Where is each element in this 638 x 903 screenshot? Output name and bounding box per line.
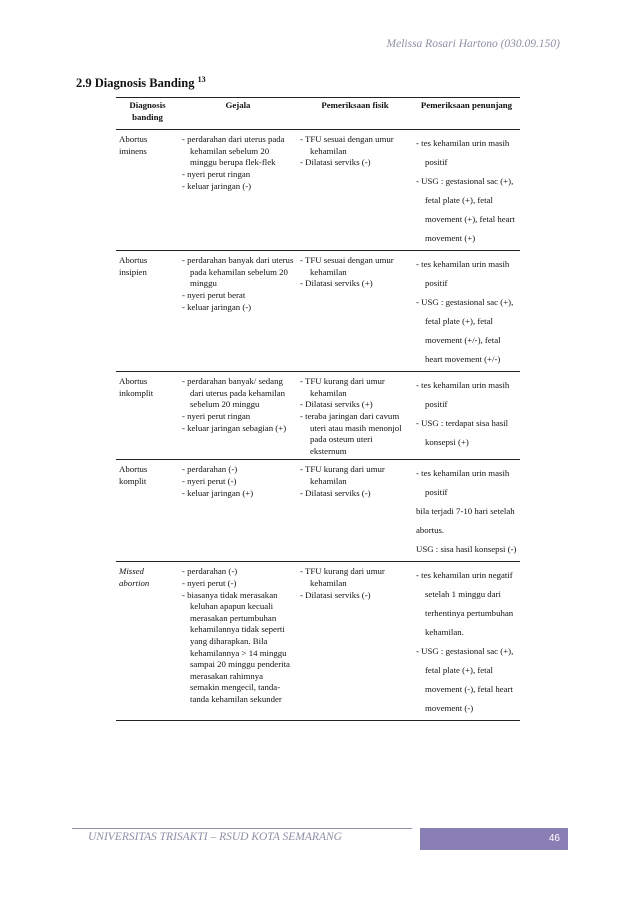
cell-diagnosis: Abortus insipien (116, 251, 179, 372)
cell-penunjang (413, 251, 520, 372)
list-item: - Dilatasi serviks (+) (300, 399, 373, 410)
cell-fisik (297, 372, 413, 460)
list-item: - TFU sesuai dengan umur kehamilan (300, 255, 394, 277)
header-pemeriksaan-penunjang: Pemeriksaan penunjang (413, 98, 520, 130)
list-item: - TFU kurang dari umur kehamilan (300, 464, 385, 486)
list-item: - USG : gestasional sac (+), fetal plate (+), fetal movement (-), fetal heart movement (-) (416, 646, 514, 714)
footer-divider (72, 828, 412, 829)
list-item: - nyeri perut (-) (182, 577, 237, 588)
header-pemeriksaan-fisik: Pemeriksaan fisik (297, 98, 413, 130)
list-item: - perdarahan (-) (182, 464, 238, 475)
table-row (116, 460, 520, 562)
list-item: - TFU sesuai dengan umur kehamilan (300, 134, 394, 156)
list-item: - nyeri perut ringan (182, 168, 251, 179)
cell-gejala (179, 460, 297, 562)
list-item: - TFU kurang dari umur kehamilan (300, 566, 385, 588)
list-item: - keluar jaringan (+) (182, 487, 254, 498)
list-item: - nyeri perut (-) (182, 475, 237, 486)
cell-fisik (297, 562, 413, 721)
cell-diagnosis: Abortus iminens (116, 130, 179, 251)
table-row (116, 562, 520, 721)
cell-penunjang (413, 562, 520, 721)
list-item: - perdarahan banyak dari uterus pada kehamilan sebelum 20 minggu (182, 255, 294, 289)
list-item: - perdarahan banyak/ sedang dari uterus pada kehamilan sebelum 20 minggu (182, 376, 286, 410)
differential-diagnosis-table (116, 97, 520, 721)
list-item: - tes kehamilan urin masih positif (416, 380, 510, 410)
cell-fisik (297, 251, 413, 372)
list-item: - nyeri perut berat (182, 289, 246, 300)
section-title (76, 75, 206, 91)
page-footer (72, 828, 568, 850)
list-item: - TFU kurang dari umur kehamilan (300, 376, 385, 398)
table-header-row (116, 98, 520, 130)
list-item: - Dilatasi serviks (-) (300, 487, 371, 498)
list-item: USG : sisa hasil konsepsi (-) (416, 544, 517, 555)
footer-institution: UNIVERSITAS TRISAKTI – RSUD KOTA SEMARANG (88, 831, 342, 843)
list-item: - tes kehamilan urin masih positif (416, 259, 510, 289)
cell-diagnosis: Abortus inkomplit (116, 372, 179, 460)
list-item: - Dilatasi serviks (+) (300, 278, 373, 289)
cell-gejala (179, 562, 297, 721)
list-item: - perdarahan (-) (182, 566, 238, 577)
header-gejala: Gejala (179, 98, 297, 130)
list-item: - teraba jaringan dari cavum uteri atau masih menonjol pada osteum uteri eksternum (300, 410, 402, 456)
list-item: - keluar jaringan sebagian (+) (182, 422, 287, 433)
cell-diagnosis: Abortus komplit (116, 460, 179, 562)
list-item: - tes kehamilan urin masih positif (416, 138, 510, 168)
list-item: bila terjadi 7-10 hari setelah abortus. (416, 506, 515, 536)
list-item: - USG : terdapat sisa hasil konsepsi (+) (416, 418, 509, 448)
list-item: - perdarahan dari uterus pada kehamilan sebelum 20 minggu berupa flek-flek (182, 134, 285, 168)
list-item: - nyeri perut ringan (182, 410, 251, 421)
cell-penunjang (413, 130, 520, 251)
list-item: - biasanya tidak merasakan keluhan apapun kecuali merasakan pertumbuhan kehamilannya tidak seperti yang diharapkan. Bila kehamilannya > 14 minggu sampai 20 minggu penderita merasakan rahimnya semakin mengecil, tanda-tanda kehamilan sekunder (182, 589, 290, 704)
cell-gejala (179, 372, 297, 460)
table-row (116, 251, 520, 372)
cell-fisik (297, 460, 413, 562)
cell-gejala (179, 251, 297, 372)
cell-fisik (297, 130, 413, 251)
cell-penunjang (413, 372, 520, 460)
cell-gejala (179, 130, 297, 251)
cell-penunjang (413, 460, 520, 562)
header-diagnosis: Diagnosis banding (116, 98, 179, 130)
section-title-text: 2.9 Diagnosis Banding (76, 76, 195, 91)
list-item: - tes kehamilan urin masih positif (416, 468, 510, 498)
cell-diagnosis: Missed abortion (116, 562, 179, 721)
table-row (116, 372, 520, 460)
list-item: - Dilatasi serviks (-) (300, 589, 371, 600)
page-header-author: Melissa Rosari Hartono (030.09.150) (386, 38, 560, 50)
section-reference: 13 (197, 75, 206, 84)
list-item: - USG : gestasional sac (+), fetal plate (+), fetal movement (+), fetal heart movement (+) (416, 176, 515, 244)
table-row (116, 130, 520, 251)
list-item: - tes kehamilan urin negatif setelah 1 minggu dari terhentinya pertumbuhan kehamilan. (416, 570, 514, 638)
list-item: - keluar jaringan (-) (182, 301, 252, 312)
list-item: - keluar jaringan (-) (182, 180, 252, 191)
list-item: - USG : gestasional sac (+), fetal plate (+), fetal movement (+/-), fetal heart movement (+/-) (416, 297, 514, 365)
list-item: - Dilatasi serviks (-) (300, 157, 371, 168)
page-number: 46 (420, 828, 568, 850)
